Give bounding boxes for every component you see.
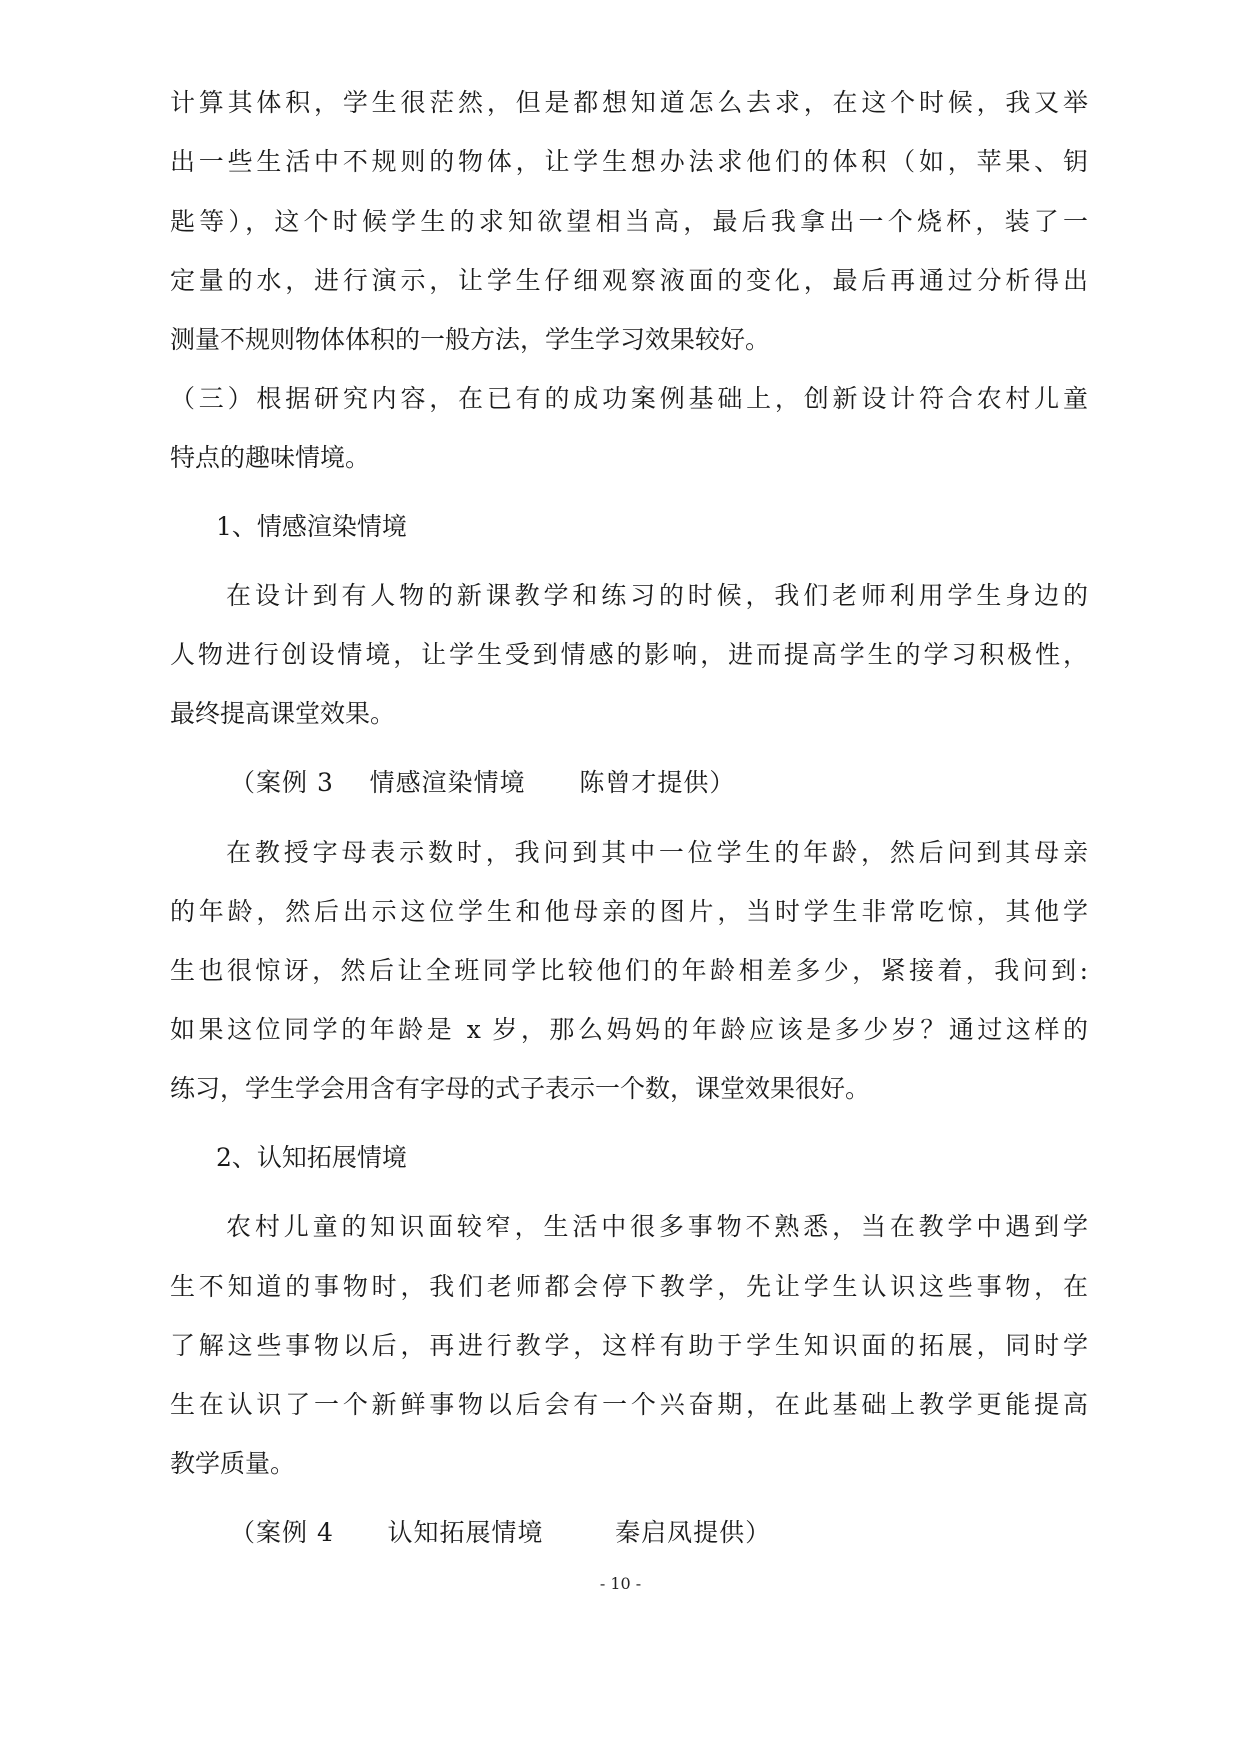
paragraph-line: 人物进行创设情境，让学生受到情感的影响，进而提高学生的学习积极性， (170, 640, 1088, 669)
paragraph-line: 在教授字母表示数时，我问到其中一位学生的年龄，然后问到其母亲 (226, 838, 1088, 867)
paragraph-line: 农村儿童的知识面较窄，生活中很多事物不熟悉，当在教学中遇到学 (226, 1212, 1088, 1241)
paragraph-line: 生不知道的事物时，我们老师都会停下教学，先让学生认识这些事物，在 (170, 1272, 1088, 1301)
paragraph-line: 练习，学生学会用含有字母的式子表示一个数，课堂效果很好。 (170, 1074, 871, 1103)
subsection-heading: 1、情感渲染情境 (216, 512, 407, 541)
paragraph-line: 在设计到有人物的新课教学和练习的时候，我们老师利用学生身边的 (226, 581, 1088, 610)
section-heading-line: （三）根据研究内容，在已有的成功案例基础上，创新设计符合农村儿童 (170, 384, 1088, 413)
paragraph-line: 匙等），这个时候学生的求知欲望相当高，最后我拿出一个烧杯，装了一 (170, 207, 1088, 236)
case-caption: （案例 4 认知拓展情境 秦启凤提供） (230, 1518, 772, 1547)
paragraph-line: 最终提高课堂效果。 (170, 699, 396, 728)
paragraph-line: 生在认识了一个新鲜事物以后会有一个兴奋期，在此基础上教学更能提高 (170, 1390, 1088, 1419)
paragraph-line: 生也很惊讶，然后让全班同学比较他们的年龄相差多少，紧接着，我问到: (170, 956, 1088, 985)
paragraph-line: 计算其体积，学生很茫然，但是都想知道怎么去求，在这个时候，我又举 (170, 88, 1088, 117)
section-heading-line: 特点的趣味情境。 (170, 443, 371, 472)
paragraph-line: 如果这位同学的年龄是 x 岁，那么妈妈的年龄应该是多少岁？通过这样的 (170, 1015, 1088, 1044)
paragraph-line: 测量不规则物体体积的一般方法，学生学习效果较好。 (170, 325, 771, 354)
paragraph-line: 出一些生活中不规则的物体，让学生想办法求他们的体积（如，苹果、钥 (170, 147, 1088, 176)
page-number: - 10 - (599, 1574, 642, 1593)
paragraph-line: 定量的水，进行演示，让学生仔细观察液面的变化，最后再通过分析得出 (170, 266, 1088, 295)
paragraph-line: 的年龄，然后出示这位学生和他母亲的图片，当时学生非常吃惊，其他学 (170, 897, 1088, 926)
paragraph-line: 了解这些事物以后，再进行教学，这样有助于学生知识面的拓展，同时学 (170, 1331, 1088, 1360)
paragraph-line: 教学质量。 (170, 1449, 296, 1478)
case-caption: （案例 3 情感渲染情境 陈曾才提供） (230, 768, 736, 797)
subsection-heading: 2、认知拓展情境 (216, 1143, 407, 1172)
